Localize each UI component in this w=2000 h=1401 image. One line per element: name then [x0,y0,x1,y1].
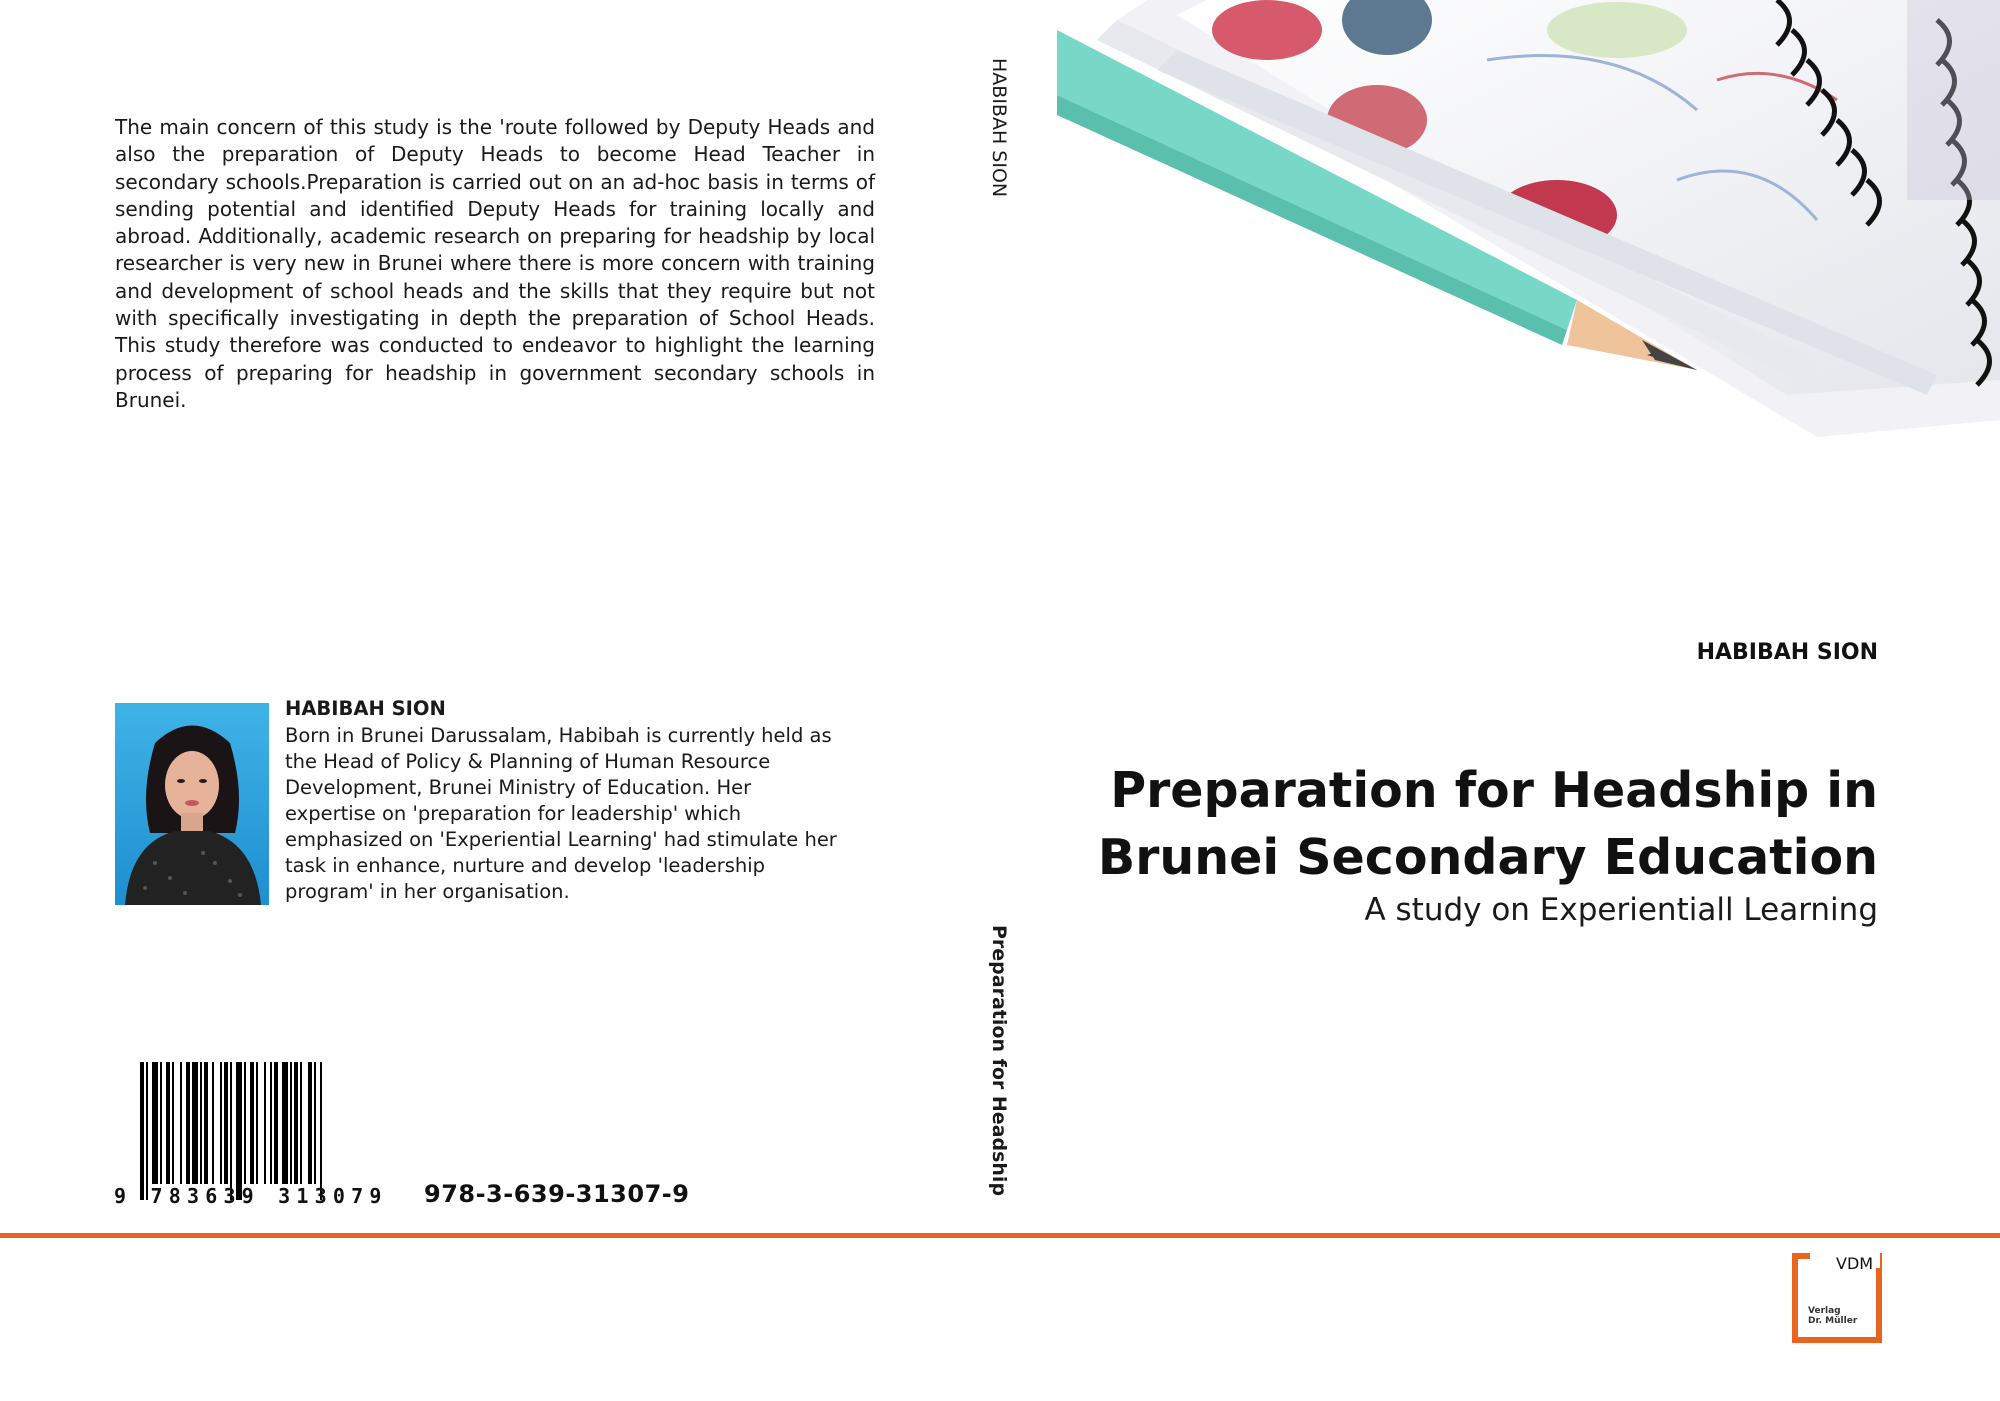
barcode-digits: 9 783639 313079 [114,1184,388,1208]
barcode-bar [186,1062,190,1184]
barcode-bar [314,1062,316,1184]
barcode-bar [244,1062,246,1184]
barcode-bar [274,1062,278,1184]
barcode-bar [172,1062,174,1184]
barcode-bar [220,1062,222,1184]
barcode-bar [192,1062,198,1184]
orange-divider [0,1233,2000,1238]
barcode-bar [300,1062,302,1184]
barcode-bar [140,1062,144,1200]
author-name-back: HABIBAH SION [285,697,446,720]
cover-photo-notebooks-pencil [1057,0,2000,437]
barcode-bar [236,1062,242,1200]
isbn-barcode [112,1062,402,1212]
barcode-bar [264,1062,266,1184]
back-cover-blurb: The main concern of this study is the 'route followed by Deputy Heads and also the preparation of Deputy Heads to become Head Teacher in secondary schools.Preparation is carried out on an ad-hoc basis in terms of sending potential and identified Deputy Heads for training locally and abroad. Additionally, academic research on preparing for headship by local researcher is very new in Brunei where there is more concern with training and development of school heads and the skills that they require but not with specifically investigating in depth the preparation of School Heads. This study therefore was conducted to endeavor to highlight the learning process of preparing for headship in government secondary schools in Brunei. [115,115,875,412]
barcode-bar [224,1062,228,1184]
barcode-bar [294,1062,298,1184]
barcode-bar [200,1062,202,1184]
spine-title: Preparation for Headship [988,925,1010,1197]
barcode-bar [320,1062,322,1200]
barcode-bar [270,1062,272,1184]
barcode-bar [204,1062,208,1184]
barcode-bar [160,1062,162,1184]
vdm-logo-text: VDM [1836,1254,1874,1273]
barcode-bar [152,1062,158,1184]
book-title: Preparation for Headship in Brunei Secondary Education [1097,762,1878,886]
barcode-bar [212,1062,214,1184]
barcode-bar [166,1062,170,1184]
front-author: HABIBAH SION [1696,640,1878,665]
publisher-logo [1790,1250,1886,1344]
author-bio: Born in Brunei Darussalam, Habibah is currently held as the Head of Policy & Planning of Human Resource Development, Brunei Ministry of Education. Her expertise on 'preparation for leadership' which emphasized on 'Experiential Learning' had stimulate her task in enhance, nurture and develop 'leadership program' in her organisation. [285,724,837,903]
vdm-imprint: Verlag Dr. Müller [1808,1306,1858,1326]
barcode-bar [250,1062,254,1184]
barcode-bar [180,1062,182,1184]
barcode-bar [256,1062,258,1184]
barcode-bar [290,1062,292,1184]
barcode-bar [282,1062,288,1184]
barcode-bar [308,1062,312,1184]
book-subtitle: A study on Experientiall Learning [1364,892,1878,928]
spine-author: HABIBAH SION [988,58,1010,198]
barcode-bar [146,1062,148,1200]
isbn-number: 978-3-639-31307-9 [424,1180,690,1208]
author-photo [115,703,269,905]
barcode-bar [230,1062,232,1200]
